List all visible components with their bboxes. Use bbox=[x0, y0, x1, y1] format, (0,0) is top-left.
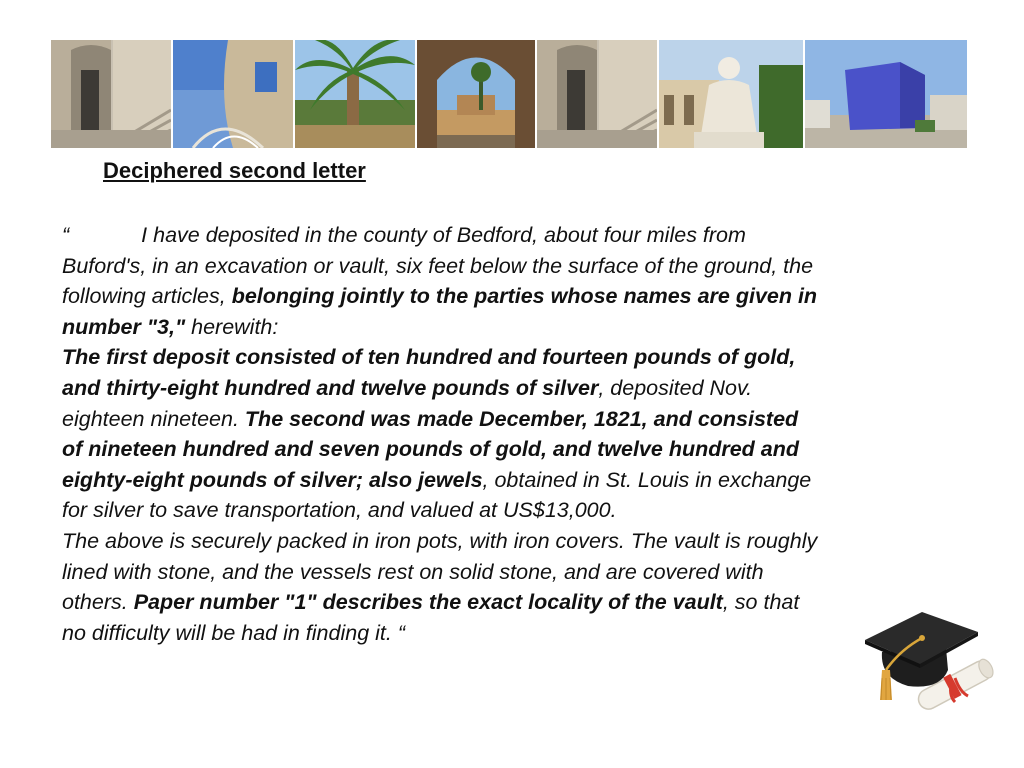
letter-text-run: I have deposited in the county of Bedford, about four miles from Buford's, in an excavation or vault, six feet below the surface of the ground, the following articles, bbox=[62, 223, 814, 309]
letter-paragraph-3 bbox=[62, 526, 822, 648]
page-title: Deciphered second letter bbox=[103, 158, 366, 183]
building-stairs-photo bbox=[537, 40, 657, 148]
letter-bold-run: The first deposit consisted of ten hundred and fourteen pounds of gold, and thirty-eight hundred and twelve pounds of silver bbox=[62, 345, 796, 400]
letter-text-run: , so that no difficulty will be had in finding it. “ bbox=[62, 590, 800, 645]
letter-text-run: , deposited Nov. eighteen nineteen. bbox=[62, 375, 753, 431]
letter-text-run: The above is securely packed in iron pots, with iron covers. The vault is roughly lined with stone, and the vessels rest on solid stone, and are covered with others. bbox=[62, 528, 818, 615]
palm-tree-photo bbox=[295, 40, 415, 148]
blue-building-photo bbox=[805, 40, 967, 148]
letter-text-run: herewith: bbox=[185, 314, 279, 339]
letter-bold-run: Paper number "1" describes the exact locality of the vault bbox=[133, 590, 723, 615]
letter-bold-run: belonging jointly to the parties whose names are given in number "3," bbox=[62, 284, 818, 339]
statue-photo bbox=[659, 40, 803, 148]
building-stairs-photo bbox=[51, 40, 171, 148]
photo-banner bbox=[51, 40, 973, 148]
letter-text bbox=[62, 220, 822, 648]
letter-paragraph-2 bbox=[62, 342, 822, 526]
open-quote: “ bbox=[62, 223, 70, 247]
arcade-quad-photo bbox=[417, 40, 535, 148]
letter-bold-run: The second was made December, 1821, and consisted of nineteen hundred and seven pounds of gold, and twelve hundred and eighty-eight pounds of silver; also jewels bbox=[62, 406, 800, 492]
tower-window-photo bbox=[173, 40, 293, 148]
graduation-cap-diploma-icon bbox=[860, 600, 1000, 725]
letter-text-run: , obtained in St. Louis in exchange for silver to save transportation, and valued at US$13,000. bbox=[62, 467, 812, 523]
letter-paragraph-1 bbox=[62, 220, 822, 342]
